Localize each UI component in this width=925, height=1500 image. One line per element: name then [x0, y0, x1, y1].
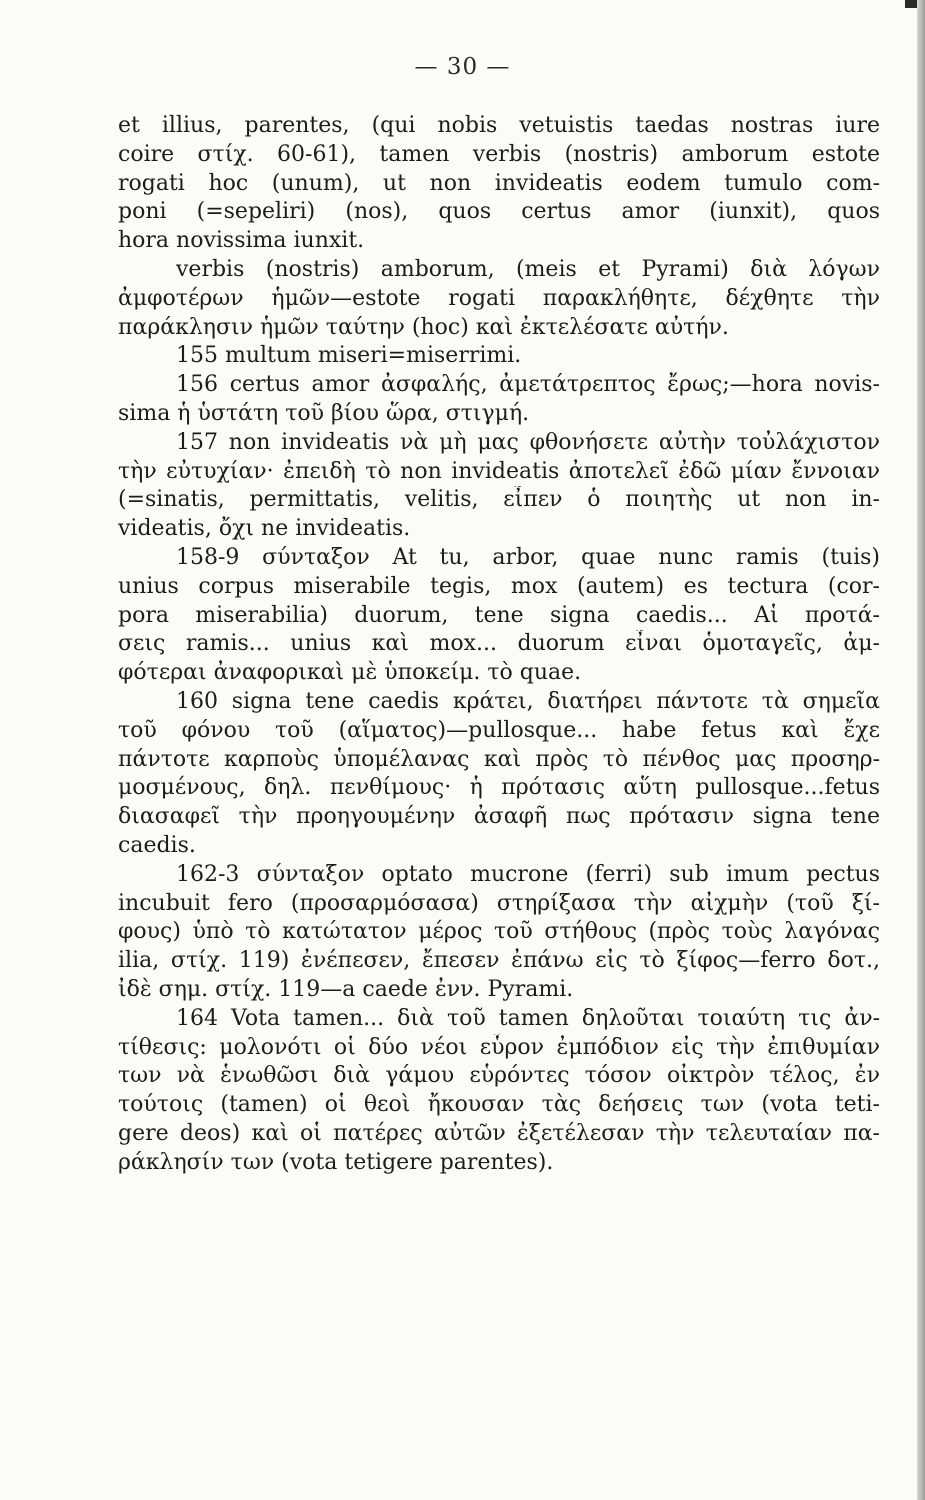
text-line: hora novissima iunxit. — [118, 228, 365, 254]
text-line: τὴν εὐτυχίαν· ἐπειδὴ τὸ non invideatis ἀποτελεῖ ἐδῶ μίαν ἔννοιαν — [118, 458, 880, 484]
text-line: ilia, στίχ. 119) ἐνέπεσεν, ἔπεσεν ἐπάνω εἰς τὸ ξίφος—ferro δοτ., — [118, 948, 880, 974]
text-line: τίθεσις: μολονότι οἱ δύο νέοι εὗρον ἐμπόδιον εἰς τὴν ἐπιθυμίαν — [118, 1034, 880, 1060]
text-line: (=sinatis, permittatis, velitis, εἶπεν ὁ ποιητὴς ut non in- — [118, 487, 880, 513]
text-line: rogati hoc (unum), ut non invideatis eodem tumulo com- — [118, 170, 880, 196]
text-line: 155 multum miseri=miserrimi. — [176, 343, 522, 369]
text-line: sima ἡ ὑστάτη τοῦ βίου ὥρα, στιγμή. — [118, 400, 530, 426]
text-line: ἰδὲ σημ. στίχ. 119—a caede ἐνν. Pyrami. — [118, 976, 574, 1002]
page-edge-shadow — [917, 0, 925, 1500]
text-line: φους) ὑπὸ τὸ κατώτατον μέρος τοῦ στήθους (πρὸς τοὺς λαγόνας — [118, 919, 880, 945]
text-line: 156 certus amor ἀσφαλής, ἀμετάτρεπτος ἔρως;—hora novis- — [176, 372, 880, 398]
text-line: videatis, ὄχι ne invideatis. — [118, 516, 411, 542]
text-line: σεις ramis... unius καὶ mox... duorum εἶναι ὁμοταγεῖς, ἀμ- — [118, 631, 880, 657]
text-line: 157 non invideatis νὰ μὴ μας φθονήσετε αὐτὴν τοὐλάχιστον — [176, 429, 880, 455]
text-line: pora miserabilia) duorum, tene signa caedis... Αἱ προτά- — [118, 602, 880, 628]
text-line: των νὰ ἑνωθῶσι διὰ γάμου εὑρόντες τόσον οἰκτρὸν τέλος, ἐν — [118, 1063, 880, 1089]
text-line: παράκλησιν ἡμῶν ταύτην (hoc) καὶ ἐκτελέσατε αὐτήν. — [118, 314, 729, 340]
text-line: coire στίχ. 60-61), tamen verbis (nostris) amborum estote — [118, 141, 880, 167]
text-line: 162-3 σύνταξον optato mucrone (ferri) sub imum pectus — [176, 861, 880, 887]
text-line: τοῦ φόνου τοῦ (αἵματος)—pullosque... habe fetus καὶ ἔχε — [118, 717, 880, 743]
text-line: incubuit fero (προσαρμόσασα) στηρίξασα τὴν αἰχμὴν (τοῦ ξί- — [118, 890, 880, 916]
text-line: et illius, parentes, (qui nobis vetuistis taedas nostras iure — [118, 113, 880, 138]
text-line: τούτοις (tamen) οἱ θεοὶ ἤκουσαν τὰς δεήσεις των (vota teti- — [118, 1092, 880, 1118]
text-line: gere deos) καὶ οἱ πατέρες αὐτῶν ἐξετέλεσαν τὴν τελευταίαν πα- — [118, 1120, 880, 1146]
commentary-text — [118, 112, 880, 1177]
text-line: ἀμφοτέρων ἡμῶν—estote rogati παρακλήθητε, δέχθητε τὴν — [118, 285, 880, 311]
text-line: μοσμένους, δηλ. πενθίμους· ἡ πρότασις αὕτη pullosque...fetus — [118, 775, 880, 801]
text-line: caedis. — [118, 832, 196, 858]
text-line: 164 Vota tamen... διὰ τοῦ tamen δηλοῦται τοιαύτη τις ἀν- — [176, 1005, 880, 1031]
text-line: ράκλησίν των (vota tetigere parentes). — [118, 1149, 554, 1175]
text-line: poni (=sepeliri) (nos), quos certus amor (iunxit), quos — [118, 199, 880, 225]
text-line: 160 signa tene caedis κράτει, διατήρει πάντοτε τὰ σημεῖα — [176, 688, 880, 714]
text-line: 158-9 σύνταξον At tu, arbor, quae nunc ramis (tuis) — [176, 544, 880, 570]
text-line: unius corpus miserabile tegis, mox (autem) es tectura (cor- — [118, 573, 880, 599]
page-number: — 30 — — [414, 54, 511, 80]
text-line: verbis (nostris) amborum, (meis et Pyrami) διὰ λόγων — [176, 256, 880, 282]
text-line: πάντοτε καρποὺς ὑπομέλανας καὶ πρὸς τὸ πένθος μας προσηρ- — [118, 746, 880, 772]
text-line: φότεραι ἀναφορικαὶ μὲ ὑποκείμ. τὸ quae. — [118, 660, 582, 686]
text-line: διασαφεῖ τὴν προηγουμένην ἀσαφῆ πως πρότασιν signa tene — [118, 804, 880, 830]
